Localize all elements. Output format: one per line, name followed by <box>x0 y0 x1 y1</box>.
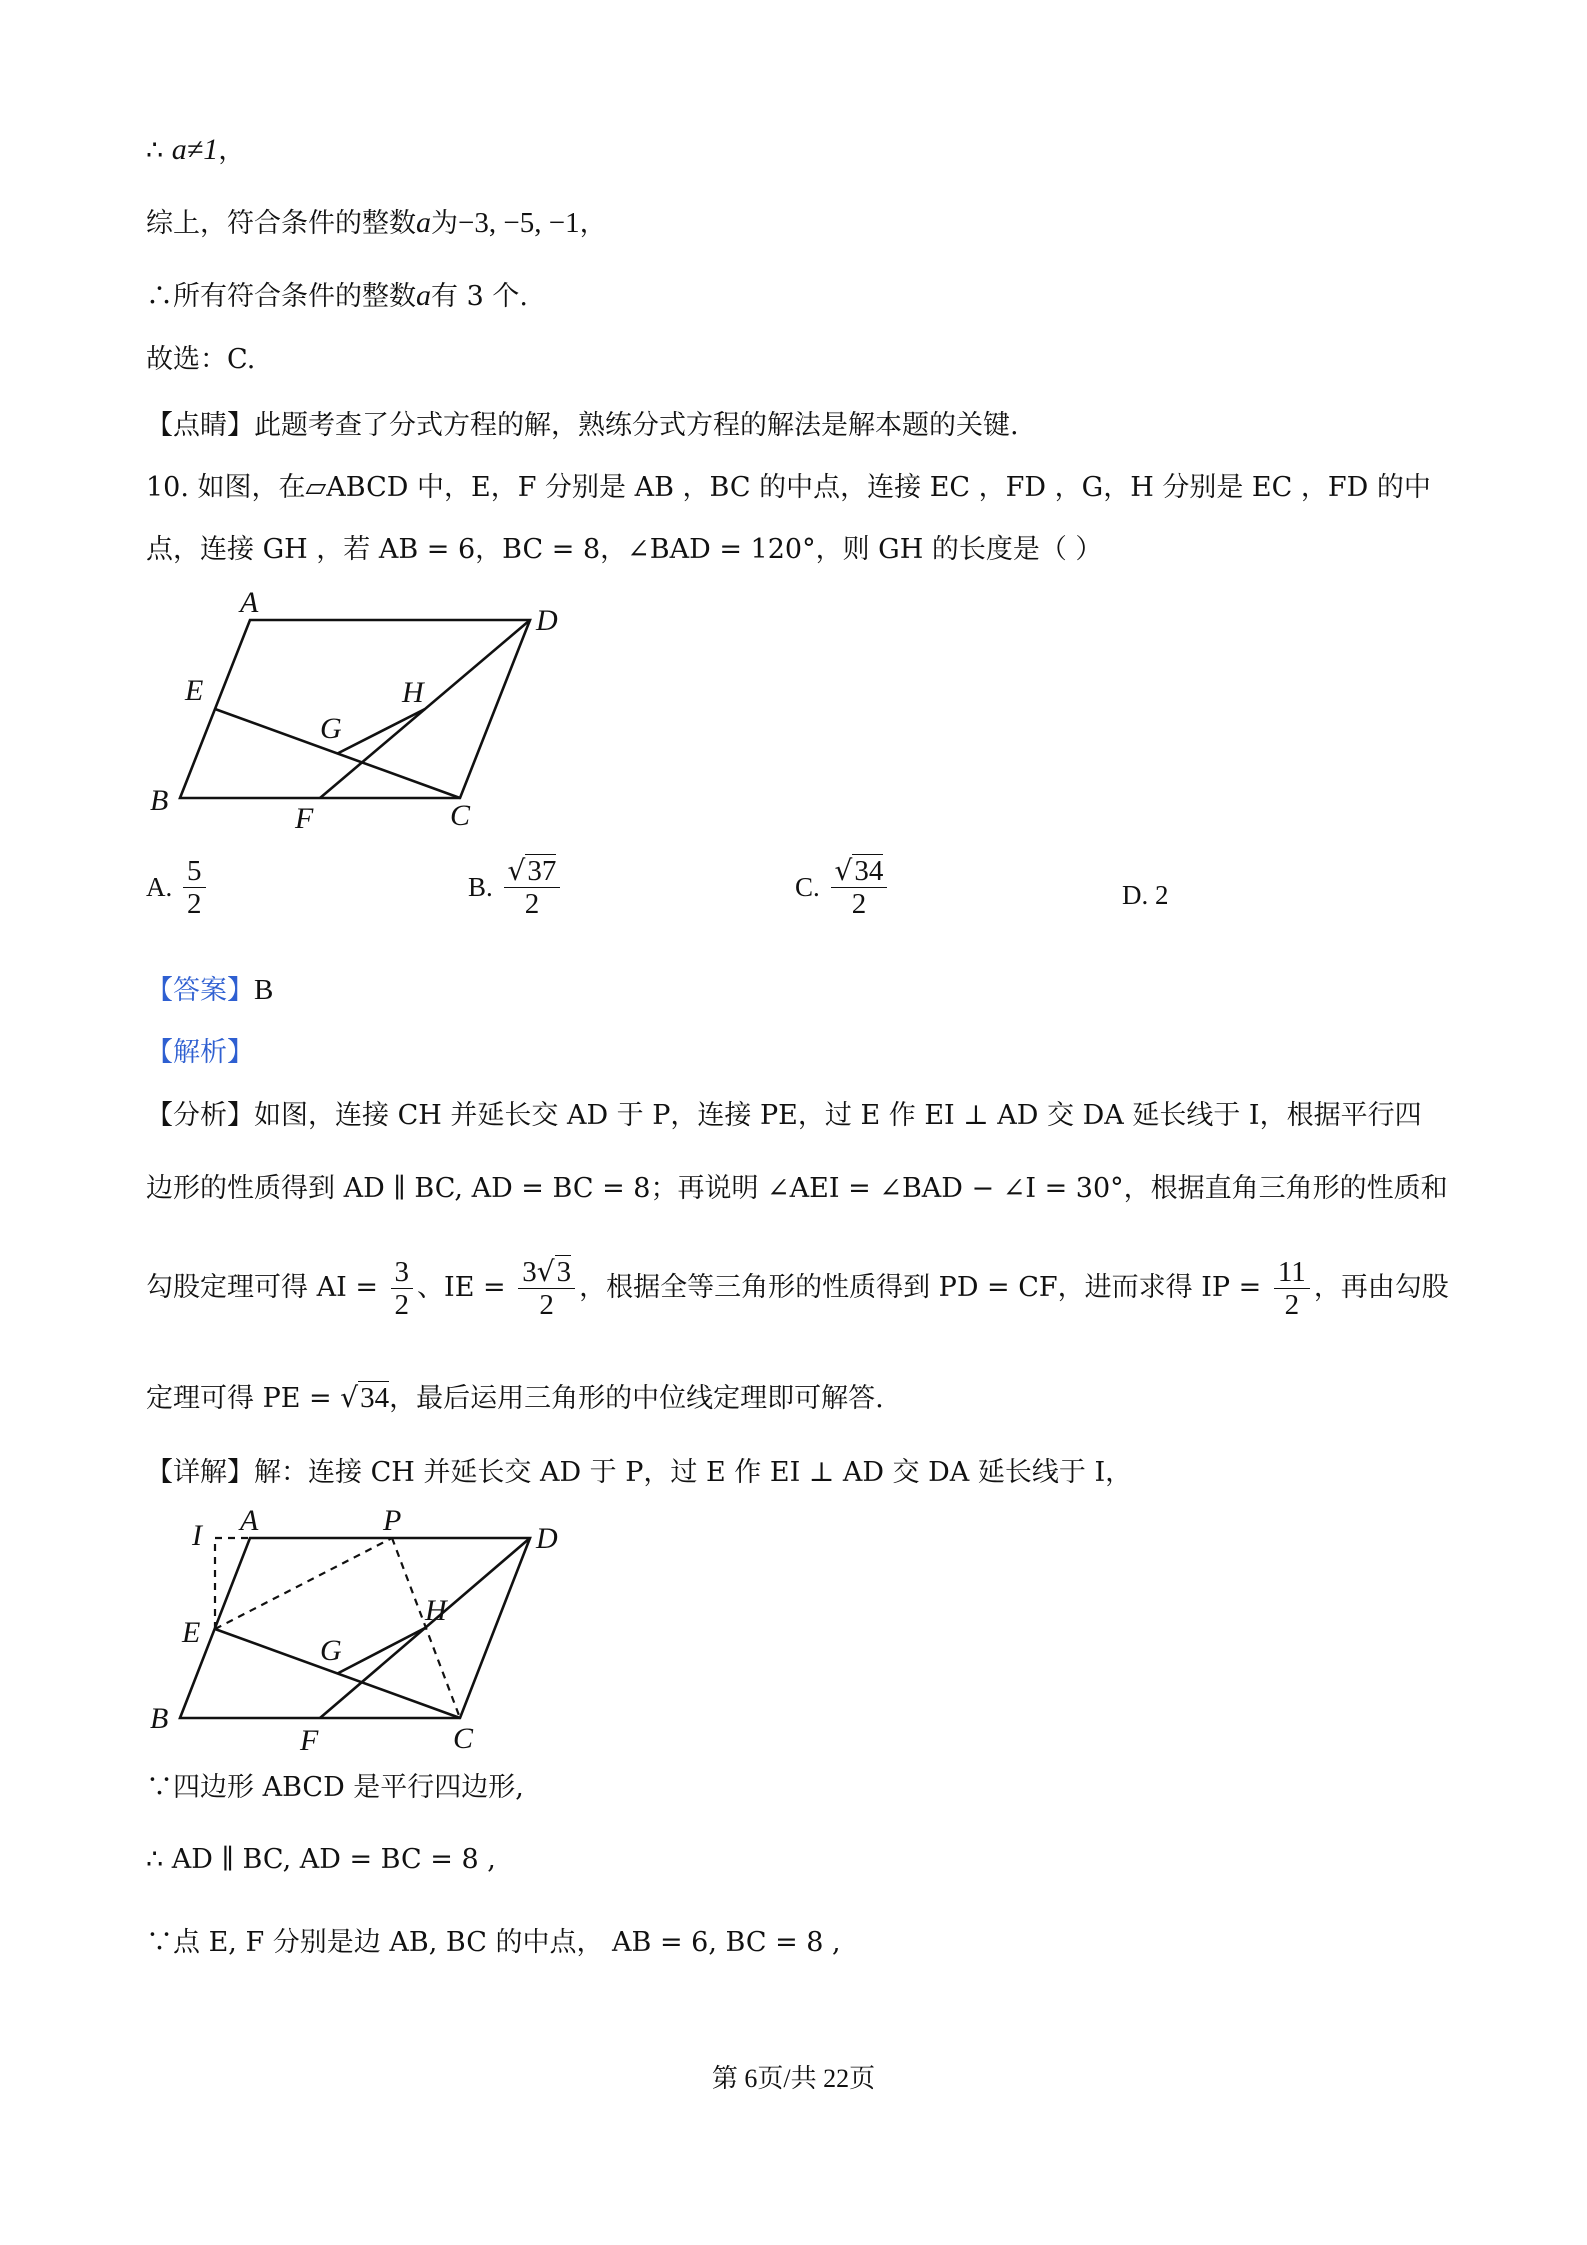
count-result: 有 3 个. <box>431 281 528 312</box>
label-A: A <box>240 1504 259 1537</box>
line-4 <box>146 342 255 378</box>
label-F: F <box>295 802 314 835</box>
math-var-a: a <box>416 206 431 239</box>
question-10-line-1 <box>146 470 1431 506</box>
label-C: C <box>453 1722 474 1755</box>
label-I: I <box>192 1519 202 1552</box>
punct: ， <box>579 208 607 239</box>
option-b[interactable] <box>468 855 564 920</box>
sqrt-icon: √ <box>536 1255 555 1288</box>
detail-line-3 <box>146 1842 496 1878</box>
detail-line-4 <box>146 1925 841 1961</box>
analysis-line-1 <box>146 1098 1422 1134</box>
count-text: ∴所有符合条件的整数 <box>146 281 416 312</box>
figure-1-svg <box>140 580 600 840</box>
option-a-label: A. <box>146 872 173 902</box>
detail-text: ∵四边形 ABCD 是平行四边形, <box>146 1772 524 1803</box>
numerator: 11 <box>1274 1256 1310 1289</box>
radicand: 37 <box>527 855 557 887</box>
label-D: D <box>536 604 558 637</box>
label-E: E <box>182 1616 201 1649</box>
denominator: 2 <box>394 1289 410 1321</box>
radicand: 34 <box>854 855 884 887</box>
label-P: P <box>383 1504 402 1537</box>
sqrt-icon: √ <box>834 854 853 887</box>
analysis-text: 如图，连接 CH 并延长交 AD 于 P，连接 PE，过 E 作 EI ⊥ AD 交 DA 延长线于 I，根据平行四 <box>254 1100 1422 1131</box>
numerator <box>504 855 561 888</box>
jiexi-tag: 【解析】 <box>146 1037 254 1068</box>
sqrt-icon: √ <box>340 1381 359 1414</box>
numerator <box>831 855 888 888</box>
sqrt-icon: √ <box>507 854 526 887</box>
detail-text: ∴ AD ∥ BC, AD = BC = 8 , <box>146 1844 496 1875</box>
label-F: F <box>300 1724 319 1757</box>
fraction-ip <box>1274 1256 1310 1321</box>
denominator: 2 <box>187 888 202 920</box>
parallelogram-figure-1 <box>140 580 600 844</box>
detail-text: 解：连接 CH 并延长交 AD 于 P，过 E 作 EI ⊥ AD 交 DA 延长线于 I， <box>254 1457 1133 1488</box>
line-5 <box>146 408 1019 444</box>
denominator: 2 <box>851 888 867 920</box>
option-c-fraction <box>831 855 888 920</box>
label-H: H <box>425 1594 447 1627</box>
analysis-line-3 <box>146 1250 1449 1326</box>
fraction-ai <box>391 1256 414 1321</box>
numerator: 3 <box>391 1256 414 1289</box>
analysis-text: 勾股定理可得 AI = <box>146 1272 378 1303</box>
question-text: 点，连接 GH ，若 AB = 6，BC = 8，∠BAD = 120°，则 GH 的长度是（ ） <box>146 534 1103 565</box>
punct: ， <box>218 135 246 166</box>
label-G: G <box>320 1634 342 1667</box>
option-a-fraction <box>183 855 206 920</box>
option-d-label: D. <box>1122 880 1149 910</box>
analysis-text: ，最后运用三角形的中位线定理即可解答. <box>389 1383 884 1414</box>
dianjing-text: 此题考查了分式方程的解，熟练分式方程的解法是解本题的关键. <box>254 410 1019 441</box>
detail-line-1 <box>146 1455 1132 1491</box>
label-B: B <box>150 1702 169 1735</box>
analysis-text: 、IE = <box>417 1272 506 1303</box>
analysis-tag: 【分析】 <box>146 1100 254 1131</box>
answer-line <box>146 972 273 1009</box>
answer-tag: 【答案】 <box>146 975 254 1006</box>
math-var-a: a <box>416 279 431 312</box>
line-3 <box>146 278 528 315</box>
option-a[interactable] <box>146 855 210 920</box>
coefficient: 3 <box>522 1256 537 1288</box>
figure-2-svg <box>140 1500 600 1760</box>
math-a-not-1: a≠1 <box>171 133 219 166</box>
parallelogram <box>180 620 530 798</box>
analysis-line-2 <box>146 1171 1448 1207</box>
analysis-text: 边形的性质得到 AD ∥ BC, AD = BC = 8；再说明 ∠AEI = ∠BAD − ∠I = 30°，根据直角三角形的性质和 <box>146 1173 1448 1204</box>
label-E: E <box>185 674 204 707</box>
choice-text: 故选：C. <box>146 344 256 375</box>
option-b-label: B. <box>468 872 493 902</box>
question-10-line-2 <box>146 532 1102 568</box>
dianjing-tag: 【点睛】 <box>146 410 254 441</box>
radicand: 3 <box>556 1256 572 1288</box>
parallelogram <box>180 1538 530 1718</box>
dashed-pc <box>392 1538 460 1718</box>
answer-value: B <box>254 974 274 1006</box>
option-b-fraction <box>504 855 561 920</box>
label-C: C <box>450 799 471 832</box>
radicand: 34 <box>360 1382 390 1414</box>
math-values: −3, −5, −1 <box>458 207 580 239</box>
label-H: H <box>402 676 424 709</box>
option-d-value: 2 <box>1155 880 1169 910</box>
analysis-text: ，再由勾股 <box>1313 1272 1449 1303</box>
denominator: 2 <box>1284 1289 1300 1321</box>
line-2 <box>146 205 607 242</box>
text-wei: 为 <box>431 208 458 239</box>
fraction-ie <box>518 1256 575 1321</box>
denominator: 2 <box>524 888 540 920</box>
detail-tag: 【详解】 <box>146 1457 254 1488</box>
jiexi-line <box>146 1035 254 1071</box>
label-G: G <box>320 712 342 745</box>
analysis-text: 定理可得 PE = <box>146 1383 332 1414</box>
analysis-line-4 <box>146 1380 884 1417</box>
option-d[interactable] <box>1122 880 1169 911</box>
label-A: A <box>240 586 259 619</box>
numerator: 5 <box>183 855 206 888</box>
label-B: B <box>150 784 169 817</box>
label-D: D <box>536 1522 558 1555</box>
analysis-text: ，根据全等三角形的性质得到 PD = CF，进而求得 IP = <box>579 1272 1262 1303</box>
numerator <box>518 1256 575 1289</box>
line-1 <box>146 132 245 169</box>
option-c[interactable] <box>795 855 891 920</box>
question-text: 10. 如图，在▱ABCD 中，E，F 分别是 AB ，BC 的中点，连接 EC ，FD ，G，H 分别是 EC ，FD 的中 <box>146 472 1431 503</box>
parallelogram-figure-2 <box>140 1500 600 1764</box>
page-footer: 第 6页/共 22页 <box>711 2064 876 2093</box>
summary-text: 综上，符合条件的整数 <box>146 208 416 239</box>
detail-text: ∵点 E, F 分别是边 AB, BC 的中点， AB = 6, BC = 8 , <box>146 1927 841 1958</box>
dashed-pe <box>215 1538 392 1629</box>
therefore-symbol: ∴ <box>146 135 164 166</box>
denominator: 2 <box>539 1289 554 1321</box>
option-c-label: C. <box>795 872 820 902</box>
detail-line-2 <box>146 1770 524 1806</box>
